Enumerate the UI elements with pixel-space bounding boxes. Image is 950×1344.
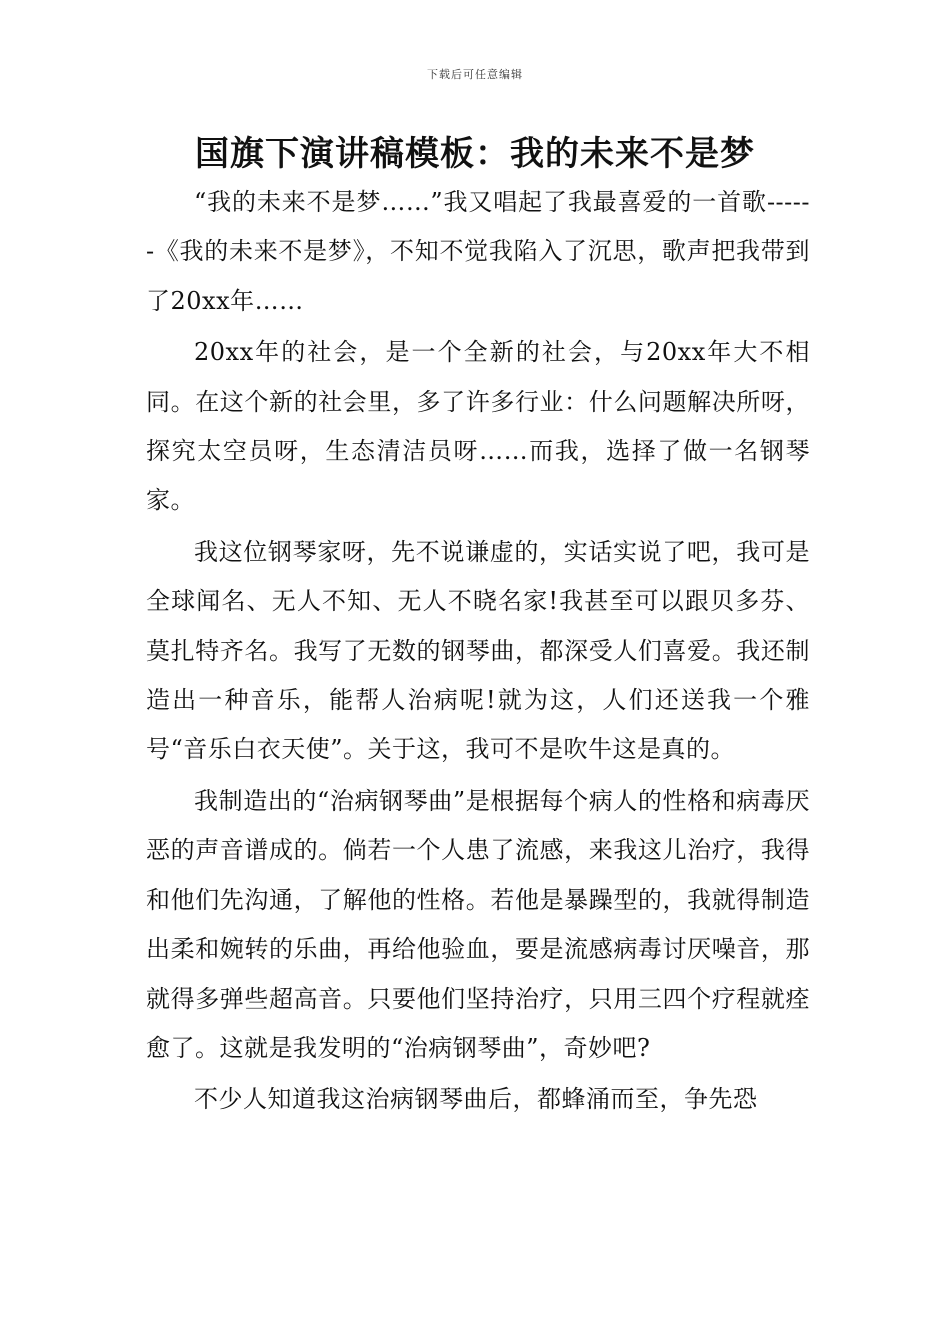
paragraph-2: 20xx年的社会，是一个全新的社会，与20xx年大不相同。在这个新的社会里，多了许多行业：什么问题解决所呀，探究太空员呀，生态清洁员呀……而我，选择了做一名钢琴家。	[146, 338, 810, 515]
paragraph-3: 我这位钢琴家呀，先不说谦虚的，实话实说了吧，我可是全球闻名、无人不知、无人不晓名家!我甚至可以跟贝多芬、莫扎特齐名。我写了无数的钢琴曲，都深受人们喜爱。我还制造出一种音乐，能帮人治病呢!就为这，人们还送我一个雅号“音乐白衣天使”。关于这，我可不是吹牛这是真的。	[146, 537, 810, 764]
paragraph-1: “我的未来不是梦……”我又唱起了我最喜爱的一首歌------《我的未来不是梦》，不知不觉我陷入了沉思，歌声把我带到了20xx年……	[146, 188, 810, 315]
header-note: 下载后可任意编辑	[427, 68, 523, 81]
paragraph-4: 我制造出的“治病钢琴曲”是根据每个病人的性格和病毒厌恶的声音谱成的。倘若一个人患了流感，来我这儿治疗，我得和他们先沟通，了解他的性格。若他是暴躁型的，我就得制造出柔和婉转的乐曲，再给他验血，要是流感病毒讨厌噪音，那就得多弹些超高音。只要他们坚持治疗，只用三四个疗程就痊愈了。这就是我发明的“治病钢琴曲”，奇妙吧?	[146, 786, 810, 1062]
document-body	[146, 178, 810, 1127]
paragraph-5: 不少人知道我这治病钢琴曲后，都蜂涌而至，争先恐	[194, 1085, 758, 1114]
page-title: 国旗下演讲稿模板：我的未来不是梦	[195, 134, 755, 174]
